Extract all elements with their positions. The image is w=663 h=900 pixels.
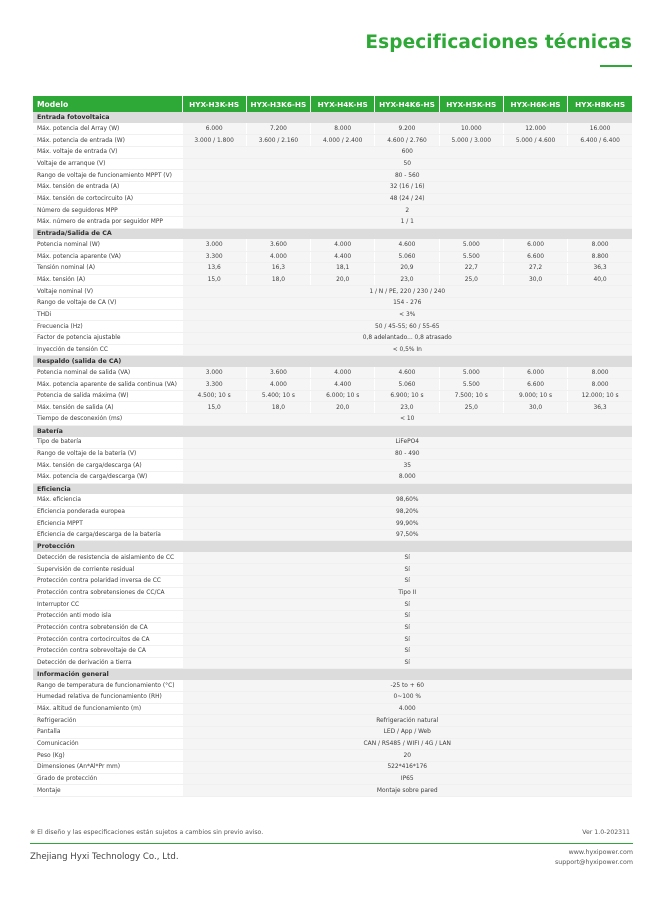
spec-value-shared: Montaje sobre pared <box>182 785 632 797</box>
spec-table-body <box>33 112 632 796</box>
spec-value: 3.600 <box>246 367 310 379</box>
spec-row <box>33 298 632 310</box>
version-label: Ver 1.0-202311 <box>582 829 630 836</box>
spec-value-shared: 50 / 45-55; 60 / 55-65 <box>182 321 632 333</box>
spec-value-shared: < 0,5% In <box>182 344 632 356</box>
spec-value: 8.000 <box>311 123 375 135</box>
spec-label: Voltaje nominal (V) <box>33 286 182 298</box>
spec-value-shared: 0~100 % <box>182 692 632 704</box>
spec-value-shared: IP65 <box>182 773 632 785</box>
spec-value: 4.000 / 2.400 <box>311 135 375 147</box>
spec-row <box>33 158 632 170</box>
spec-label: Supervisión de corriente residual <box>33 564 182 576</box>
spec-row <box>33 692 632 704</box>
spec-value-shared: 8.000 <box>182 471 632 483</box>
spec-label: Máx. tensión (A) <box>33 274 182 286</box>
spec-label: Máx. tensión de salida (A) <box>33 402 182 414</box>
spec-value: 5.060 <box>375 251 439 263</box>
spec-label: Detección de derivación a tierra <box>33 657 182 669</box>
spec-value-shared: Sí <box>182 564 632 576</box>
spec-label: Tiempo de desconexión (ms) <box>33 414 182 426</box>
spec-value-shared: 4.000 <box>182 703 632 715</box>
spec-row <box>33 332 632 344</box>
spec-row <box>33 599 632 611</box>
spec-value: 5.000 / 4.600 <box>503 135 567 147</box>
spec-row <box>33 727 632 739</box>
model-header-cell: HYX-H3K-HS <box>182 96 246 112</box>
spec-label: THDi <box>33 309 182 321</box>
spec-label: Protección contra cortocircuitos de CA <box>33 634 182 646</box>
disclaimer-note: ※ El diseño y las especificaciones están sujetos a cambios sin previo aviso. <box>30 829 264 836</box>
spec-label: Protección anti modo isla <box>33 610 182 622</box>
spec-label: Interruptor CC <box>33 599 182 611</box>
spec-value: 3.300 <box>182 379 246 391</box>
spec-row <box>33 147 632 159</box>
spec-value: 6.000 <box>503 239 567 251</box>
spec-row <box>33 518 632 530</box>
spec-row <box>33 564 632 576</box>
spec-table <box>33 96 632 797</box>
spec-label: Montaje <box>33 785 182 797</box>
spec-label: Eficiencia ponderada europea <box>33 506 182 518</box>
spec-label: Rango de voltaje de la batería (V) <box>33 448 182 460</box>
spec-value-shared: 50 <box>182 158 632 170</box>
spec-value: 4.400 <box>311 251 375 263</box>
spec-value-shared: 1 / 1 <box>182 216 632 228</box>
spec-label: Voltaje de arranque (V) <box>33 158 182 170</box>
spec-value: 4.000 <box>246 379 310 391</box>
section-title: Entrada/Salida de CA <box>33 228 632 239</box>
spec-value: 5.000 <box>439 367 503 379</box>
section-header-row <box>33 112 632 123</box>
spec-label: Inyección de tensión CC <box>33 344 182 356</box>
page-title: Especificaciones técnicas <box>365 32 632 53</box>
support-email-link[interactable]: support@hyxipower.com <box>554 859 633 866</box>
spec-row <box>33 402 632 414</box>
spec-label: Máx. eficiencia <box>33 494 182 506</box>
spec-row <box>33 761 632 773</box>
spec-value-shared: Tipo II <box>182 587 632 599</box>
spec-label: Máx. voltaje de entrada (V) <box>33 147 182 159</box>
spec-row <box>33 216 632 228</box>
spec-row <box>33 205 632 217</box>
section-title: Batería <box>33 425 632 436</box>
spec-row <box>33 390 632 402</box>
spec-label: Tipo de batería <box>33 437 182 449</box>
spec-label: Protección contra sobretensiones de CC/CA <box>33 587 182 599</box>
spec-value: 6.600 <box>503 251 567 263</box>
spec-label: Máx. número de entrada por seguidor MPP <box>33 216 182 228</box>
spec-value: 36,3 <box>568 402 632 414</box>
spec-value-shared: Refrigeración natural <box>182 715 632 727</box>
spec-label: Frecuencia (Hz) <box>33 321 182 333</box>
spec-value: 3.000 <box>182 239 246 251</box>
spec-row <box>33 460 632 472</box>
spec-value: 9.000; 10 s <box>503 390 567 402</box>
spec-row <box>33 182 632 194</box>
spec-row <box>33 506 632 518</box>
spec-value: 13,6 <box>182 263 246 275</box>
spec-value-shared: < 3% <box>182 309 632 321</box>
spec-value-shared: 2 <box>182 205 632 217</box>
spec-row <box>33 645 632 657</box>
model-header-cell: HYX-H5K-HS <box>439 96 503 112</box>
spec-row <box>33 773 632 785</box>
section-title: Eficiencia <box>33 483 632 494</box>
section-title: Protección <box>33 541 632 552</box>
spec-value-shared: Sí <box>182 657 632 669</box>
spec-row <box>33 263 632 275</box>
spec-value-shared: < 10 <box>182 414 632 426</box>
spec-value: 8.000 <box>568 379 632 391</box>
spec-row <box>33 657 632 669</box>
spec-row <box>33 123 632 135</box>
section-header-row <box>33 669 632 680</box>
spec-value: 9.200 <box>375 123 439 135</box>
spec-value: 6.000 <box>503 367 567 379</box>
spec-value: 6.900; 10 s <box>375 390 439 402</box>
spec-label: Máx. potencia aparente de salida continua (VA) <box>33 379 182 391</box>
spec-value: 3.300 <box>182 251 246 263</box>
spec-label: Protección contra polaridad inversa de CC <box>33 576 182 588</box>
spec-value: 16,3 <box>246 263 310 275</box>
spec-value-shared: 154 - 276 <box>182 298 632 310</box>
spec-row <box>33 170 632 182</box>
spec-label: Máx. tensión de carga/descarga (A) <box>33 460 182 472</box>
spec-row <box>33 471 632 483</box>
spec-value: 5.060 <box>375 379 439 391</box>
spec-label: Eficiencia de carga/descarga de la batería <box>33 529 182 541</box>
spec-value-shared: 98,60% <box>182 494 632 506</box>
spec-value-shared: 98,20% <box>182 506 632 518</box>
spec-value-shared: 1 / N / PE, 220 / 230 / 240 <box>182 286 632 298</box>
spec-value-shared: 0,8 adelantado... 0,8 atrasado <box>182 332 632 344</box>
spec-value: 8.000 <box>568 239 632 251</box>
spec-value: 15,0 <box>182 402 246 414</box>
model-header-cell: HYX-H6K-HS <box>503 96 567 112</box>
spec-value: 6.600 <box>503 379 567 391</box>
spec-value: 7.500; 10 s <box>439 390 503 402</box>
spec-value-shared: Sí <box>182 622 632 634</box>
spec-value-shared: 20 <box>182 750 632 762</box>
footer-divider <box>30 843 633 844</box>
spec-value-shared: -25 to + 60 <box>182 680 632 692</box>
section-title: Información general <box>33 669 632 680</box>
spec-row <box>33 738 632 750</box>
spec-label: Comunicación <box>33 738 182 750</box>
spec-value-shared: Sí <box>182 576 632 588</box>
spec-label: Máx. potencia de entrada (W) <box>33 135 182 147</box>
spec-value: 6.400 / 6.400 <box>568 135 632 147</box>
spec-value: 4.400 <box>311 379 375 391</box>
spec-value: 3.600 <box>246 239 310 251</box>
spec-value-shared: 97,50% <box>182 529 632 541</box>
model-header-cell: HYX-H4K-HS <box>311 96 375 112</box>
spec-value: 5.000 / 3.000 <box>439 135 503 147</box>
section-header-row <box>33 356 632 367</box>
spec-label: Dimensiones (An*Al*Pr mm) <box>33 761 182 773</box>
spec-value: 18,0 <box>246 402 310 414</box>
spec-value: 20,9 <box>375 263 439 275</box>
spec-label: Protección contra sobretensión de CA <box>33 622 182 634</box>
spec-value-shared: 48 (24 / 24) <box>182 193 632 205</box>
spec-value: 4.000 <box>311 239 375 251</box>
spec-value-shared: Sí <box>182 645 632 657</box>
company-name: Zhejiang Hyxi Technology Co., Ltd. <box>30 852 179 862</box>
spec-value: 20,0 <box>311 402 375 414</box>
spec-value: 4.000 <box>311 367 375 379</box>
spec-value: 36,3 <box>568 263 632 275</box>
spec-row <box>33 344 632 356</box>
spec-label: Máx. tensión de cortocircuito (A) <box>33 193 182 205</box>
spec-row <box>33 634 632 646</box>
spec-value: 4.500; 10 s <box>182 390 246 402</box>
spec-value: 27,2 <box>503 263 567 275</box>
model-header-cell: HYX-H8K-HS <box>568 96 632 112</box>
spec-label: Máx. altitud de funcionamiento (m) <box>33 703 182 715</box>
spec-value: 3.000 <box>182 367 246 379</box>
spec-row <box>33 437 632 449</box>
spec-value: 18,1 <box>311 263 375 275</box>
spec-label: Peso (Kg) <box>33 750 182 762</box>
spec-value: 15,0 <box>182 274 246 286</box>
spec-value: 22,7 <box>439 263 503 275</box>
spec-label: Refrigeración <box>33 715 182 727</box>
spec-value: 23,0 <box>375 274 439 286</box>
spec-value: 6.000 <box>182 123 246 135</box>
spec-row <box>33 680 632 692</box>
spec-value: 8.000 <box>568 367 632 379</box>
spec-value: 12.000; 10 s <box>568 390 632 402</box>
spec-value-shared: Sí <box>182 634 632 646</box>
spec-value: 5.500 <box>439 379 503 391</box>
spec-row <box>33 703 632 715</box>
section-header-row <box>33 425 632 436</box>
spec-row <box>33 552 632 564</box>
spec-row <box>33 448 632 460</box>
spec-value-shared: 99,90% <box>182 518 632 530</box>
model-header-cell: HYX-H4K6-HS <box>375 96 439 112</box>
spec-row <box>33 367 632 379</box>
spec-label: Protección contra sobrevoltaje de CA <box>33 645 182 657</box>
spec-value: 25,0 <box>439 402 503 414</box>
spec-row <box>33 622 632 634</box>
spec-value-shared: 80 - 560 <box>182 170 632 182</box>
spec-value: 6.000; 10 s <box>311 390 375 402</box>
spec-value-shared: 80 - 490 <box>182 448 632 460</box>
spec-value: 10.000 <box>439 123 503 135</box>
spec-row <box>33 251 632 263</box>
spec-row <box>33 135 632 147</box>
spec-row <box>33 239 632 251</box>
spec-value-shared: CAN / RS485 / WIFI / 4G / LAN <box>182 738 632 750</box>
title-underline <box>600 65 632 67</box>
spec-row <box>33 785 632 797</box>
section-header-row <box>33 541 632 552</box>
spec-value-shared: Sí <box>182 552 632 564</box>
spec-value: 4.600 / 2.760 <box>375 135 439 147</box>
spec-row <box>33 750 632 762</box>
spec-label: Rango de voltaje de CA (V) <box>33 298 182 310</box>
spec-label: Pantalla <box>33 727 182 739</box>
spec-value: 4.000 <box>246 251 310 263</box>
spec-label: Potencia nominal (W) <box>33 239 182 251</box>
spec-value-shared: 522*416*176 <box>182 761 632 773</box>
spec-row <box>33 274 632 286</box>
spec-value: 16.000 <box>568 123 632 135</box>
spec-row <box>33 286 632 298</box>
spec-row <box>33 321 632 333</box>
spec-value-shared: 600 <box>182 147 632 159</box>
spec-row <box>33 494 632 506</box>
spec-value-shared: 32 (16 / 16) <box>182 182 632 194</box>
spec-value: 30,0 <box>503 274 567 286</box>
spec-value-shared: 35 <box>182 460 632 472</box>
spec-value: 30,0 <box>503 402 567 414</box>
spec-row <box>33 309 632 321</box>
spec-label: Rango de voltaje de funcionamiento MPPT (V) <box>33 170 182 182</box>
section-title: Entrada fotovoltaica <box>33 112 632 123</box>
spec-label: Detección de resistencia de aislamiento de CC <box>33 552 182 564</box>
spec-value: 18,0 <box>246 274 310 286</box>
spec-row <box>33 379 632 391</box>
spec-value: 5.500 <box>439 251 503 263</box>
spec-value: 40,0 <box>568 274 632 286</box>
section-header-row <box>33 228 632 239</box>
spec-value: 25,0 <box>439 274 503 286</box>
spec-label: Tensión nominal (A) <box>33 263 182 275</box>
spec-row <box>33 529 632 541</box>
spec-label: Potencia nominal de salida (VA) <box>33 367 182 379</box>
spec-row <box>33 587 632 599</box>
spec-value: 23,0 <box>375 402 439 414</box>
spec-value-shared: Sí <box>182 610 632 622</box>
spec-value: 8.800 <box>568 251 632 263</box>
spec-value: 3.600 / 2.160 <box>246 135 310 147</box>
spec-row <box>33 610 632 622</box>
spec-value: 3.000 / 1.800 <box>182 135 246 147</box>
spec-value: 7.200 <box>246 123 310 135</box>
spec-value: 4.600 <box>375 367 439 379</box>
spec-value-shared: LiFePO4 <box>182 437 632 449</box>
table-header-row <box>33 96 632 112</box>
spec-row <box>33 576 632 588</box>
model-header-label: Modelo <box>33 96 182 112</box>
spec-value: 20,0 <box>311 274 375 286</box>
spec-label: Humedad relativa de funcionamiento (RH) <box>33 692 182 704</box>
spec-label: Número de seguidores MPP <box>33 205 182 217</box>
spec-value-shared: Sí <box>182 599 632 611</box>
spec-label: Factor de potencia ajustable <box>33 332 182 344</box>
spec-label: Máx. potencia del Array (W) <box>33 123 182 135</box>
spec-label: Eficiencia MPPT <box>33 518 182 530</box>
spec-value: 4.600 <box>375 239 439 251</box>
spec-row <box>33 193 632 205</box>
spec-value: 5.000 <box>439 239 503 251</box>
section-header-row <box>33 483 632 494</box>
spec-label: Grado de protección <box>33 773 182 785</box>
website-link[interactable]: www.hyxipower.com <box>568 849 633 856</box>
spec-label: Máx. potencia aparente (VA) <box>33 251 182 263</box>
spec-row <box>33 414 632 426</box>
spec-value-shared: LED / App / Web <box>182 727 632 739</box>
spec-row <box>33 715 632 727</box>
spec-label: Máx. tensión de entrada (A) <box>33 182 182 194</box>
spec-label: Potencia de salida máxima (W) <box>33 390 182 402</box>
model-header-cell: HYX-H3K6-HS <box>246 96 310 112</box>
spec-label: Rango de temperatura de funcionamiento (°C) <box>33 680 182 692</box>
spec-value: 12.000 <box>503 123 567 135</box>
section-title: Respaldo (salida de CA) <box>33 356 632 367</box>
spec-value: 5.400; 10 s <box>246 390 310 402</box>
spec-label: Máx. potencia de carga/descarga (W) <box>33 471 182 483</box>
